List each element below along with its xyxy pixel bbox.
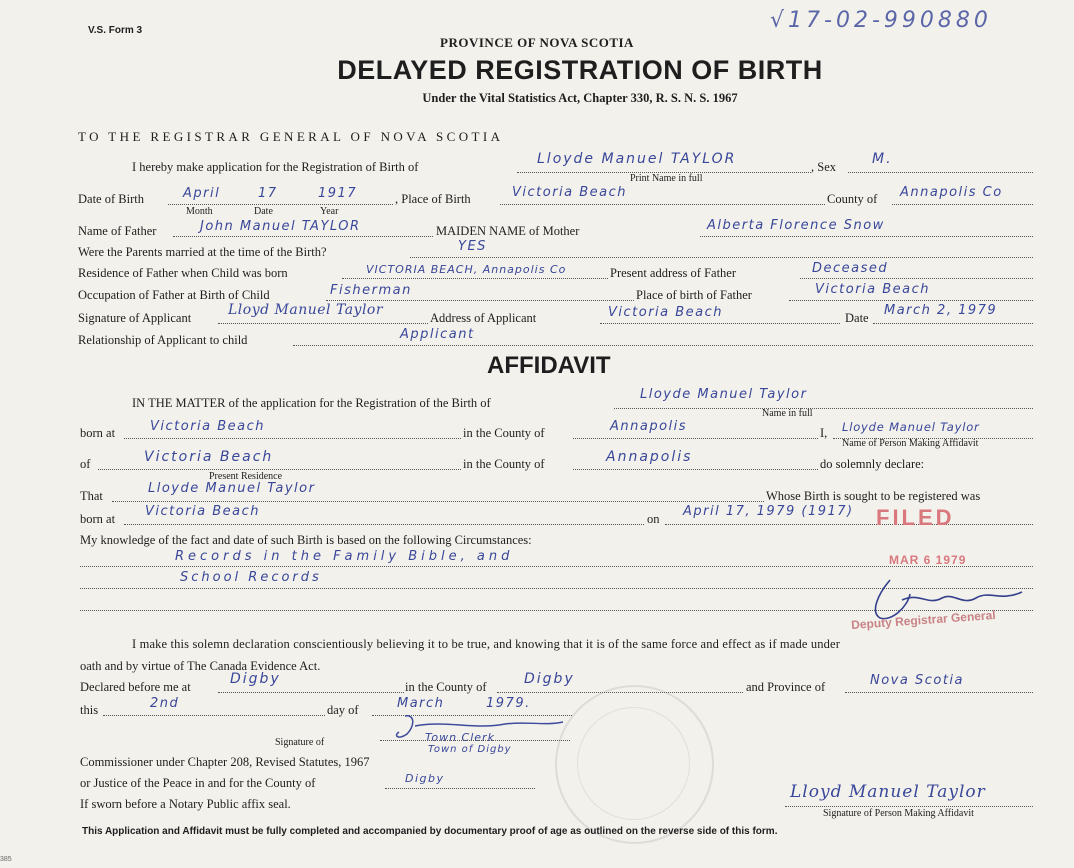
- footer-note: This Application and Affidavit must be fully completed and accompanied by documentary proof of age as outlined on the reverse side of this form.: [82, 826, 778, 837]
- married-value: YES: [458, 239, 487, 254]
- province-label: and Province of: [746, 680, 826, 694]
- county-value: Annapolis Co: [900, 185, 1003, 200]
- date-line: [873, 323, 1033, 324]
- on-value: April 17, 1979 (1917): [683, 504, 854, 519]
- in-county-label: in the County of: [463, 426, 545, 440]
- circumstance-1-value: Records in the Family Bible, and: [175, 549, 514, 564]
- signature-of-caption: Signature of: [275, 737, 325, 748]
- father-name-line: [173, 236, 433, 237]
- address-value: Victoria Beach: [608, 305, 724, 320]
- edge-code: 385: [0, 856, 12, 863]
- matter-line: [614, 408, 1033, 409]
- of-line: [98, 469, 461, 470]
- intro-label: I hereby make application for the Registration of Birth of: [132, 160, 419, 174]
- residence-line: [342, 278, 608, 279]
- on-line: [665, 524, 1033, 525]
- county-label: County of: [827, 192, 878, 206]
- born-at-value: Victoria Beach: [150, 419, 266, 434]
- registration-number: √17-02-990880: [770, 8, 992, 33]
- place-line: [500, 204, 825, 205]
- day-of-label: day of: [327, 703, 359, 717]
- dob-year-value: 1917: [318, 186, 358, 201]
- born-at-line: [124, 438, 461, 439]
- present-address-value: Deceased: [812, 261, 889, 276]
- county2-line: [573, 469, 818, 470]
- present-address-line: [800, 278, 1033, 279]
- affiant-signature-line: [785, 806, 1033, 807]
- month-caption: Month: [186, 206, 213, 217]
- occupation-line: [326, 300, 634, 301]
- affidavit-heading: AFFIDAVIT: [487, 352, 611, 379]
- born-at-label: born at: [80, 426, 116, 440]
- mother-value: Alberta Florence Snow: [707, 218, 885, 233]
- place-label: , Place of Birth: [395, 192, 471, 206]
- sex-label: , Sex: [811, 160, 836, 174]
- relationship-value: Applicant: [400, 327, 475, 342]
- present-residence-caption: Present Residence: [209, 471, 283, 482]
- that-line: [112, 501, 764, 502]
- province-line: [845, 692, 1033, 693]
- declare-label: do solemnly declare:: [820, 457, 925, 471]
- sex-line: [848, 172, 1033, 173]
- filed-date-stamp: MAR 6 1979: [889, 553, 967, 567]
- year-caption: Year: [320, 206, 339, 217]
- commissioner-label: Commissioner under Chapter 208, Revised Statutes, 1967: [80, 755, 370, 769]
- father-birthplace-line: [789, 300, 1033, 301]
- date-caption: Date: [254, 206, 273, 217]
- matter-label: IN THE MATTER of the application for the Registration of the Birth of: [132, 396, 491, 410]
- justice-value: Digby: [405, 772, 445, 785]
- county-line: [892, 204, 1033, 205]
- this-line: [103, 715, 325, 716]
- date-label: Date: [845, 311, 869, 325]
- of-value: Victoria Beach: [144, 449, 274, 465]
- county2-value: Annapolis: [606, 449, 693, 465]
- affiant-signature: Lloyd Manuel Taylor: [790, 782, 986, 802]
- justice-label: or Justice of the Peace in and for the County of: [80, 776, 316, 790]
- year-value: 1979.: [486, 696, 531, 711]
- dob-day-value: 17: [258, 186, 278, 201]
- father-birthplace-label: Place of birth of Father: [636, 288, 752, 302]
- in-county-label-2: in the County of: [463, 457, 545, 471]
- date-value: March 2, 1979: [884, 303, 998, 318]
- in-county-label-3: in the County of: [405, 680, 487, 694]
- present-address-label: Present address of Father: [610, 266, 737, 280]
- solemn-line-1: I make this solemn declaration conscientiously believing it to be true, and knowing that it is of the same force and effect as if made under: [132, 637, 841, 651]
- married-line: [410, 257, 1033, 258]
- form-title: DELAYED REGISTRATION OF BIRTH: [337, 55, 823, 85]
- province-value: Nova Scotia: [870, 673, 964, 688]
- father-name-label: Name of Father: [78, 224, 157, 238]
- this-label: this: [80, 703, 99, 717]
- residence-label: Residence of Father when Child was born: [78, 266, 288, 280]
- child-name-value: Lloyde Manuel TAYLOR: [537, 151, 737, 167]
- county1-value: Annapolis: [610, 419, 688, 434]
- town-value: Town of Digby: [428, 744, 512, 755]
- province-heading: PROVINCE OF NOVA SCOTIA: [440, 35, 634, 50]
- relationship-line: [293, 345, 1033, 346]
- solemn-line-2: oath and by virtue of The Canada Evidence Act.: [80, 659, 321, 673]
- whose-birth-label: Whose Birth is sought to be registered was: [766, 489, 981, 503]
- born-at2-value: Victoria Beach: [145, 504, 261, 519]
- applicant-signature: Lloyd Manuel Taylor: [228, 302, 384, 318]
- addressee-line: TO THE REGISTRAR GENERAL OF NOVA SCOTIA: [78, 129, 504, 144]
- mother-label: MAIDEN NAME of Mother: [436, 224, 580, 238]
- residence-value: VICTORIA BEACH, Annapolis Co: [366, 263, 567, 276]
- affiant-caption: Name of Person Making Affidavit: [842, 438, 979, 449]
- town-clerk-value: Town Clerk: [425, 731, 495, 744]
- father-birthplace-value: Victoria Beach: [815, 282, 931, 297]
- this-value: 2nd: [150, 696, 180, 711]
- married-label: Were the Parents married at the time of the Birth?: [78, 245, 327, 259]
- knowledge-label: My knowledge of the fact and date of such Birth is based on the following Circumstances:: [80, 533, 532, 547]
- address-line: [600, 323, 840, 324]
- of-label: of: [80, 457, 91, 471]
- father-name-value: John Manuel TAYLOR: [200, 219, 361, 234]
- sex-value: M.: [872, 151, 893, 167]
- name-full-caption: Name in full: [762, 408, 813, 419]
- embossed-seal: [555, 685, 714, 844]
- that-value: Lloyde Manuel Taylor: [148, 481, 316, 496]
- that-label: That: [80, 489, 103, 503]
- declared-value: Digby: [230, 671, 281, 687]
- address-label: Address of Applicant: [430, 311, 537, 325]
- affiant-signature-caption: Signature of Person Making Affidavit: [823, 808, 974, 819]
- declared-label: Declared before me at: [80, 680, 191, 694]
- day-of-value: March: [397, 696, 445, 711]
- occupation-label: Occupation of Father at Birth of Child: [78, 288, 270, 302]
- occupation-value: Fisherman: [330, 283, 412, 298]
- born-at-label-2: born at: [80, 512, 116, 526]
- justice-line: [385, 788, 535, 789]
- declared-county-value: Digby: [524, 671, 575, 687]
- filed-stamp: FILED: [876, 505, 955, 530]
- declared-line: [218, 692, 404, 693]
- born-at2-line: [124, 524, 644, 525]
- dob-month-value: April: [183, 186, 221, 201]
- form-subtitle: Under the Vital Statistics Act, Chapter 330, R. S. N. S. 1967: [422, 91, 738, 105]
- i-label: I,: [820, 426, 828, 440]
- signature-line: [218, 323, 428, 324]
- circumstance-2-value: School Records: [180, 570, 322, 585]
- affiant-value: Lloyde Manuel Taylor: [842, 420, 980, 434]
- name-caption: Print Name in full: [630, 173, 703, 184]
- dob-line: [168, 204, 393, 205]
- place-value: Victoria Beach: [512, 185, 628, 200]
- dob-label: Date of Birth: [78, 192, 144, 206]
- commissioner-signature-line: [380, 740, 570, 741]
- deputy-registrar-stamp: Deputy Registrar General: [850, 607, 997, 633]
- county1-line: [573, 438, 818, 439]
- mother-line: [700, 236, 1033, 237]
- matter-value: Lloyde Manuel Taylor: [640, 387, 808, 402]
- form-code: V.S. Form 3: [88, 25, 143, 36]
- signature-label: Signature of Applicant: [78, 311, 192, 325]
- relationship-label: Relationship of Applicant to child: [78, 333, 248, 347]
- notary-label: If sworn before a Notary Public affix seal.: [80, 797, 291, 811]
- on-label: on: [647, 512, 660, 526]
